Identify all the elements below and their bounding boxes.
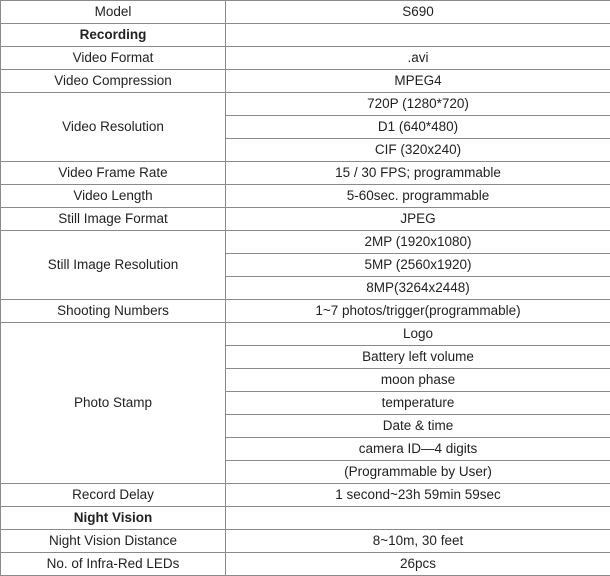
table-row — [1, 162, 610, 185]
spec-label: Video Length — [1, 185, 226, 208]
section-row — [1, 507, 610, 530]
table-row — [1, 231, 610, 254]
spec-label: Still Image Format — [1, 208, 226, 231]
table-row — [1, 185, 610, 208]
table-row — [1, 553, 610, 576]
spec-label: Video Resolution — [1, 93, 226, 162]
spec-value: CIF (320x240) — [226, 139, 610, 162]
spec-value: 8~10m, 30 feet — [226, 530, 610, 553]
spec-value: 8MP(3264x2448) — [226, 277, 610, 300]
spec-value: .avi — [226, 47, 610, 70]
table-row — [1, 530, 610, 553]
spec-value: 720P (1280*720) — [226, 93, 610, 116]
spec-label: Model — [1, 1, 226, 24]
spec-label: Shooting Numbers — [1, 300, 226, 323]
spec-value: 2MP (1920x1080) — [226, 231, 610, 254]
table-row — [1, 300, 610, 323]
spec-value: camera ID—4 digits — [226, 438, 610, 461]
table-row — [1, 47, 610, 70]
spec-label: Video Format — [1, 47, 226, 70]
spec-value: D1 (640*480) — [226, 116, 610, 139]
spec-label: No. of Infra-Red LEDs — [1, 553, 226, 576]
spec-value — [226, 507, 610, 530]
spec-value: Battery left volume — [226, 346, 610, 369]
spec-value: 5MP (2560x1920) — [226, 254, 610, 277]
spec-value: Logo — [226, 323, 610, 346]
table-row — [1, 484, 610, 507]
spec-value: 1~7 photos/trigger(programmable) — [226, 300, 610, 323]
spec-value: JPEG — [226, 208, 610, 231]
table-row — [1, 1, 610, 24]
spec-value: 1 second~23h 59min 59sec — [226, 484, 610, 507]
spec-value: Date & time — [226, 415, 610, 438]
spec-value: 15 / 30 FPS; programmable — [226, 162, 610, 185]
spec-value: temperature — [226, 392, 610, 415]
table-row — [1, 208, 610, 231]
spec-value: 26pcs — [226, 553, 610, 576]
section-label: Night Vision — [1, 507, 226, 530]
section-row — [1, 24, 610, 47]
spec-label: Still Image Resolution — [1, 231, 226, 300]
spec-label: Video Compression — [1, 70, 226, 93]
spec-value: S690 — [226, 1, 610, 24]
table-row — [1, 323, 610, 346]
spec-label: Record Delay — [1, 484, 226, 507]
spec-value: 5-60sec. programmable — [226, 185, 610, 208]
table-row — [1, 70, 610, 93]
spec-value: (Programmable by User) — [226, 461, 610, 484]
spec-value — [226, 24, 610, 47]
spec-label: Photo Stamp — [1, 323, 226, 484]
section-label: Recording — [1, 24, 226, 47]
spec-label: Video Frame Rate — [1, 162, 226, 185]
table-row — [1, 93, 610, 116]
spec-label: Night Vision Distance — [1, 530, 226, 553]
spec-value: MPEG4 — [226, 70, 610, 93]
spec-value: moon phase — [226, 369, 610, 392]
